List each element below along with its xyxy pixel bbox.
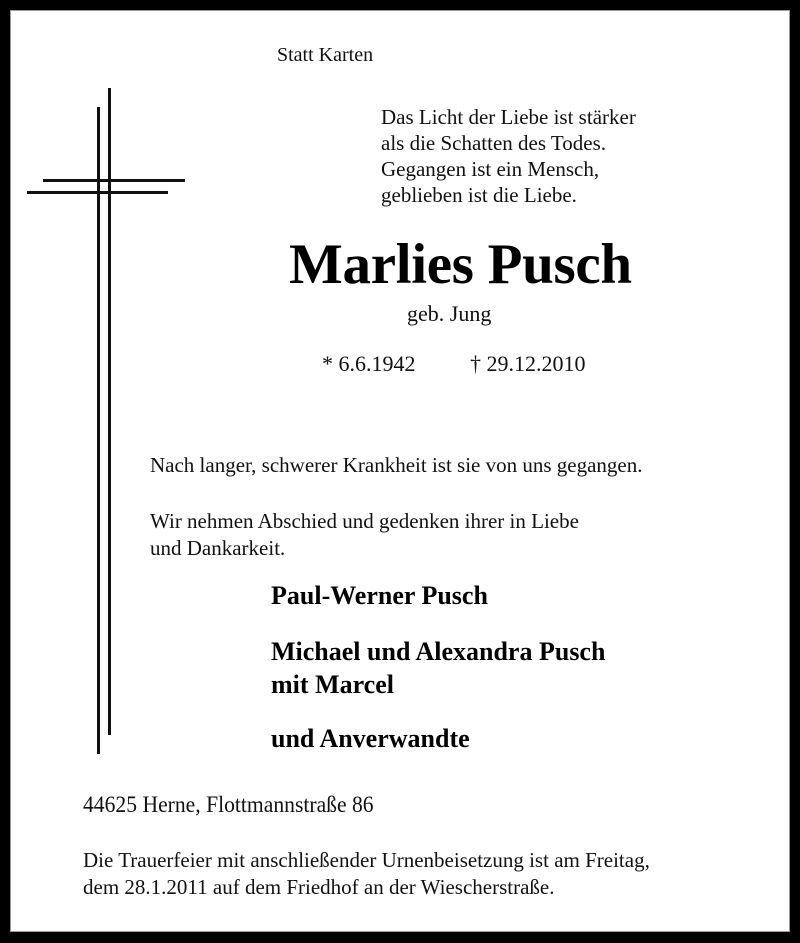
mourner-line: Michael und Alexandra Pusch xyxy=(271,637,606,666)
birth-date: * 6.6.1942 xyxy=(322,351,416,376)
header-statt-karten: Statt Karten xyxy=(277,44,374,66)
cross-vertical-left-line xyxy=(97,107,100,754)
mourner-line: mit Marcel xyxy=(271,670,394,699)
poem-line: Gegangen ist ein Mensch, xyxy=(381,157,600,181)
poem-line: Das Licht der Liebe ist stärker xyxy=(381,105,636,129)
funeral-line: dem 28.1.2011 auf dem Friedhof an der Wiescherstraße. xyxy=(83,875,555,899)
mourner-michael-alexandra xyxy=(271,635,605,701)
message-text: Nach langer, schwerer Krankheit ist sie von uns gegangen. xyxy=(150,453,643,477)
poem-line: geblieben ist die Liebe. xyxy=(381,183,577,207)
cross-horizontal-top-line xyxy=(43,179,185,182)
farewell-line: und Dankarkeit. xyxy=(150,536,286,560)
address: 44625 Herne, Flottmannstraße 86 xyxy=(83,792,374,817)
farewell-text xyxy=(150,508,579,562)
cross-vertical-right-line xyxy=(108,88,111,735)
death-date: † 29.12.2010 xyxy=(470,351,586,376)
mourner-paul-werner: Paul-Werner Pusch xyxy=(271,581,488,610)
maiden-name: geb. Jung xyxy=(407,301,492,326)
poem-line: als die Schatten des Todes. xyxy=(381,131,607,155)
deceased-name: Marlies Pusch xyxy=(289,233,632,296)
farewell-line: Wir nehmen Abschied und gedenken ihrer in Liebe xyxy=(150,509,579,533)
funeral-line: Die Trauerfeier mit anschließender Urnenbeisetzung ist am Freitag, xyxy=(83,848,650,872)
funeral-info xyxy=(83,847,650,901)
poem xyxy=(381,104,636,208)
cross-horizontal-bottom-line xyxy=(27,191,168,194)
mourner-relatives: und Anverwandte xyxy=(271,724,470,753)
